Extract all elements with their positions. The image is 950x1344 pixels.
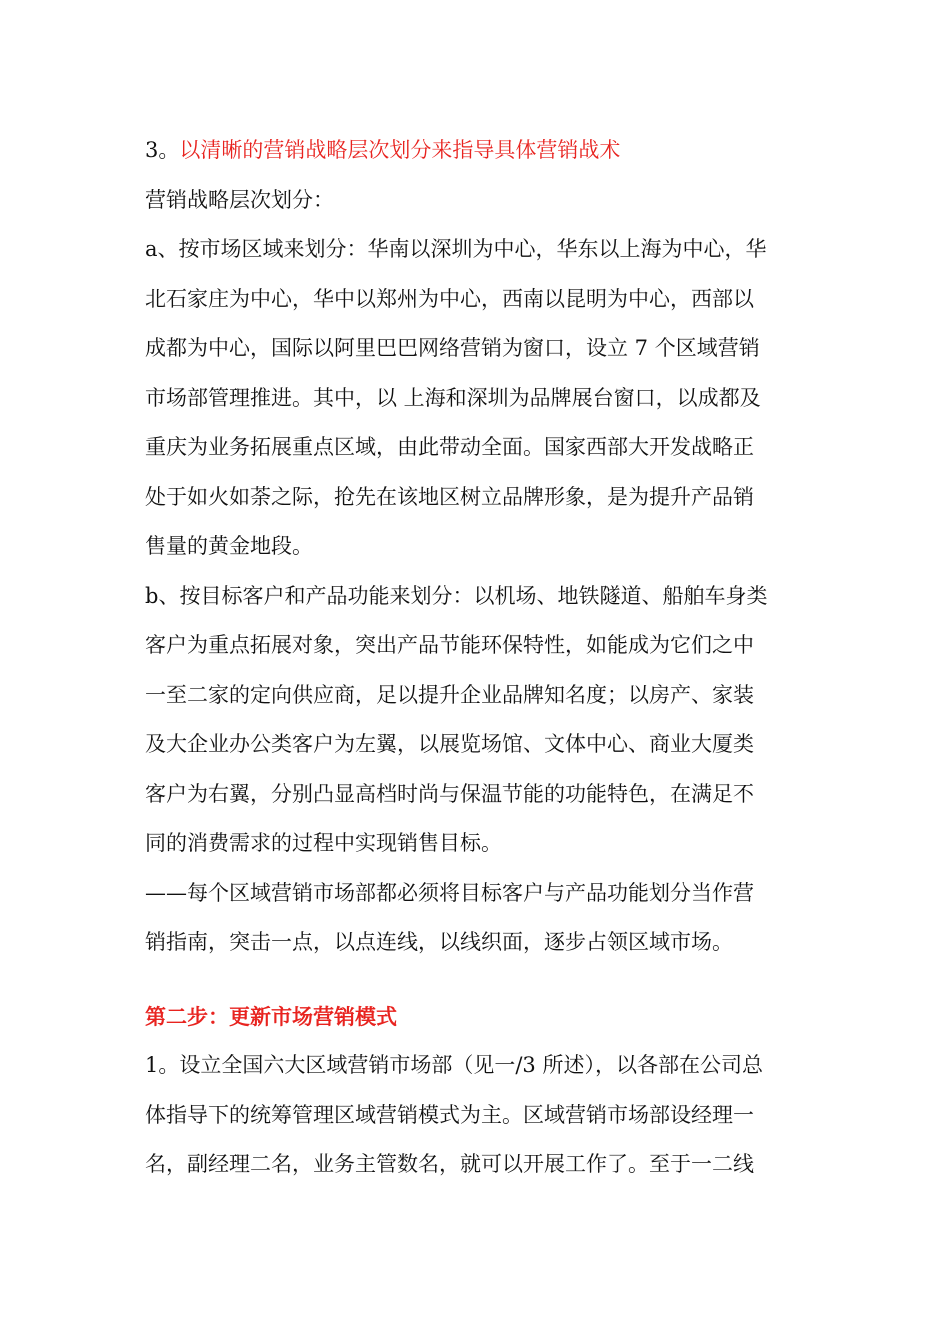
paragraph-dash-line: 销指南，突击一点，以点连线，以线织面，逐步占领区域市场。 xyxy=(145,930,733,954)
section-3-heading xyxy=(145,126,810,176)
paragraph-b xyxy=(145,572,810,869)
paragraph-a-line: 处于如火如荼之际，抢先在该地区树立品牌形象，是为提升产品销 xyxy=(145,484,754,509)
paragraph-1-line: 体指导下的统筹管理区域营销模式为主。区域营销市场部设经理一 xyxy=(145,1102,754,1127)
paragraph-1 xyxy=(145,1041,810,1190)
paragraph-1-line: 1。设立全国六大区域营销市场部（见一/3 所述），以各部在公司总 xyxy=(145,1053,763,1077)
paragraph-b-line: 及大企业办公类客户为左翼，以展览场馆、文体中心、商业大厦类 xyxy=(145,732,754,756)
paragraph-b-line: b、按目标客户和产品功能来划分：以机场、地铁隧道、船舶车身类 xyxy=(145,583,768,608)
paragraph-a xyxy=(145,225,810,572)
paragraph-b-line: 同的消费需求的过程中实现销售目标。 xyxy=(145,831,502,855)
step-2-heading: 第二步：更新市场营销模式 xyxy=(145,1003,397,1029)
paragraph-b-line: 一至二家的定向供应商，足以提升企业品牌知名度；以房产、家装 xyxy=(145,682,754,707)
document-body xyxy=(145,126,810,1190)
paragraph-dash-line: ——每个区域营销市场部都必须将目标客户与产品功能划分当作营 xyxy=(145,880,754,905)
section-3-title: 以清晰的营销战略层次划分来指导具体营销战术 xyxy=(179,138,621,162)
paragraph-dash xyxy=(145,869,810,968)
paragraph-a-line: 重庆为业务拓展重点区域，由此带动全面。国家西部大开发战略正 xyxy=(145,435,754,459)
paragraph-b-line: 客户为重点拓展对象，突出产品节能环保特性，如能成为它们之中 xyxy=(145,633,754,657)
paragraph-a-line: 售量的黄金地段。 xyxy=(145,534,313,558)
paragraph-a-line: 成都为中心，国际以阿里巴巴网络营销为窗口，设立 7 个区域营销 xyxy=(145,336,760,360)
paragraph-b-line: 客户为右翼，分别凸显高档时尚与保温节能的功能特色，在满足不 xyxy=(145,781,754,806)
section-gap xyxy=(145,968,810,992)
strategy-intro: 营销战略层次划分： xyxy=(145,187,334,212)
paragraph-a-line: 北石家庄为中心，华中以郑州为中心，西南以昆明为中心，西部以 xyxy=(145,286,754,311)
section-3-number: 3。 xyxy=(145,138,180,162)
paragraph-1-line: 名，副经理二名，业务主管数名，就可以开展工作了。至于一二线 xyxy=(145,1152,754,1176)
paragraph-a-line: 市场部管理推进。其中，以 上海和深圳为品牌展台窗口，以成都及 xyxy=(145,385,761,410)
paragraph-a-line: a、按市场区域来划分：华南以深圳为中心，华东以上海为中心，华 xyxy=(145,237,767,261)
